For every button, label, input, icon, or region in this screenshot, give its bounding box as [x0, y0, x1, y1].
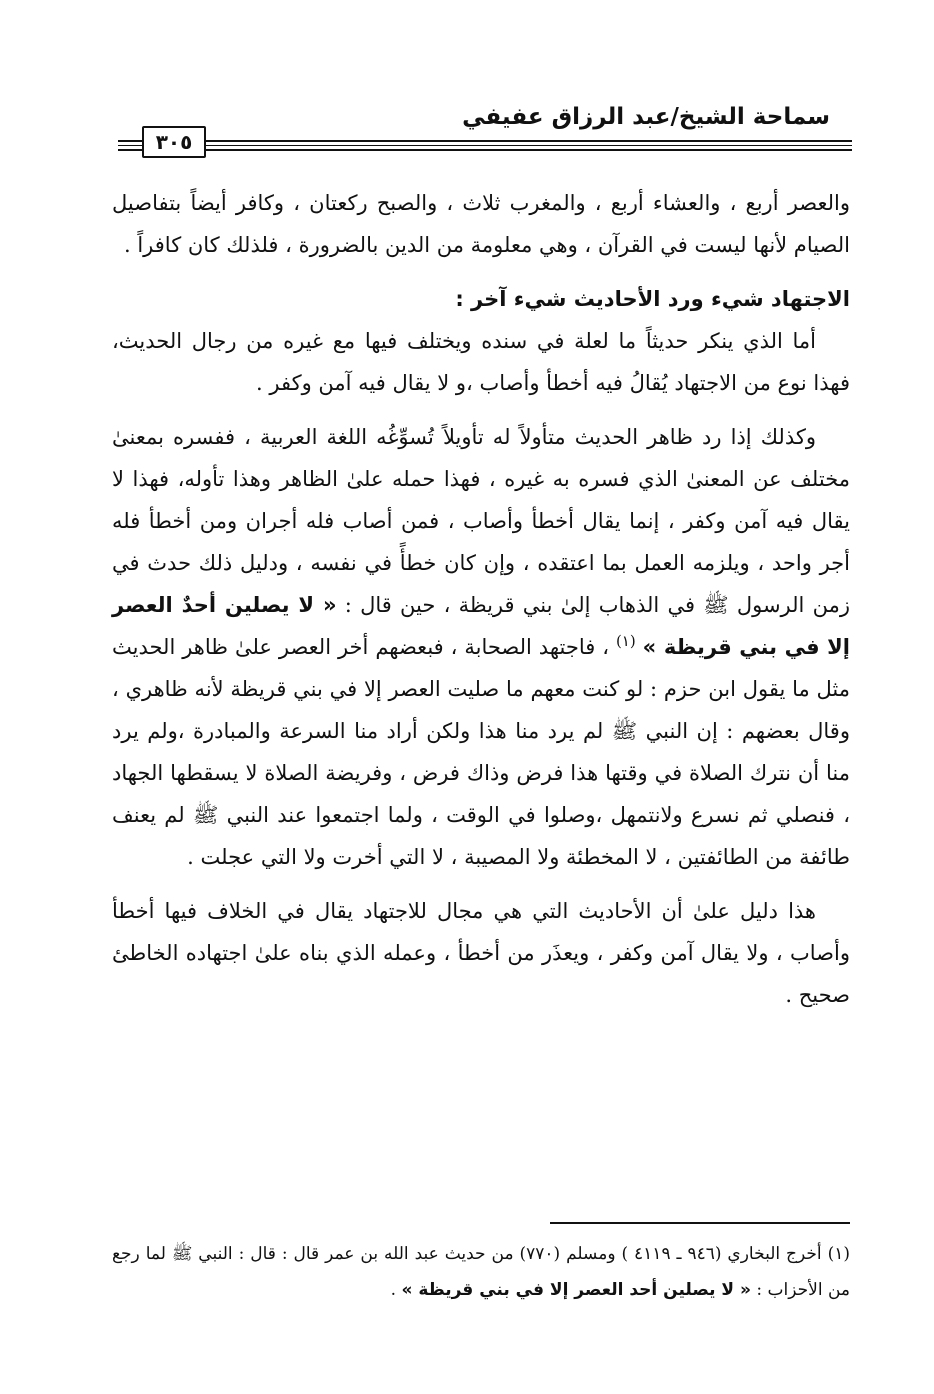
header-rule	[118, 140, 852, 152]
paragraph-2: أما الذي ينكر حديثاً ما لعلة في سنده ويختلف فيها مع غيره من رجال الحديث، فهذا نوع من الاجتهاد يُقالُ فيه أخطأ وأصاب ،و لا يقال فيه آمن وكفر .	[112, 329, 850, 395]
paragraph-1: والعصر أربع ، والعشاء أربع ، والمغرب ثلاث ، والصبح ركعتان ، وكافر أيضاً بتفاصيل الصيام لأنها ليست في القرآن ، وهي معلومة من الدين بالضرورة ، فلذلك كان كافراً .	[112, 191, 850, 257]
paragraph-3-part-a: وكذلك إذا رد ظاهر الحديث متأولاً له تأويلاً تُسوِّغُه اللغة العربية ، ففسره بمعنىٰ مختلف عن المعنىٰ الذي فسره به غيره ، فهذا حمله علىٰ الظاهر وهذا تأوله، فهذا لا يقال فيه آمن وكفر ، إنما يقال أخطأ وأصاب ، فمن أصاب فله أجران ومن أخطأ فله أجر واحد ، ويلزمه العمل بما اعتقده ، وإن كان خطأً في نفسه ، ودليل ذلك حدث في زمن الرسول ﷺ في الذهاب إلىٰ بني قريظة ، حين قال :	[112, 425, 850, 617]
header-rule-line	[118, 145, 852, 146]
paragraph-3	[112, 416, 850, 878]
main-text	[112, 182, 850, 1016]
paragraph-3-part-b: ، فاجتهد الصحابة ، فبعضهم أخر العصر علىٰ ظاهر الحديث مثل ما يقول ابن حزم : لو كنت معهم ما صليت العصر إلا في بني قريظة لأنه ظاهري ، وقال بعضهم : إن النبي ﷺ لم يرد منا هذا ولكن أراد منا السرعة والمبادرة ،ولم يرد منا أن نترك الصلاة في وقتها هذا فرض وذاك فرض ، وفريضة الصلاة لا يسقطها الجهاد ، فنصلي ثم نسرع ولانتمهل ،وصلوا في الوقت ، ولما اجتمعوا عند النبي ﷺ لم يعنف طائفة من الطائفتين ، لا المخطئة ولا المصيبة ، لا التي أخرت ولا التي عجلت .	[112, 635, 850, 869]
page-number: ٣٠٥	[142, 126, 206, 158]
footnotes	[112, 1236, 850, 1308]
footnote-1-end: .	[390, 1280, 402, 1300]
footnote-1-quote: « لا يصلين أحد العصر إلا في بني قريظة »	[401, 1280, 751, 1300]
footnote-1-text: (١) أخرج البخاري (٩٤٦ ـ ٤١١٩ ) ومسلم (٧٧٠) من حديث عبد الله بن عمر قال : قال : النبي ﷺ لما رجع من الأحزاب :	[112, 1244, 850, 1300]
footnote-1	[112, 1236, 850, 1308]
footnote-reference: (١)	[615, 632, 636, 650]
header-rule-line	[118, 149, 852, 151]
hadith-quote: « لا يصلين أحدٌ العصر إلا في بني قريظة »	[112, 593, 850, 659]
paragraph-4: هذا دليل علىٰ أن الأحاديث التي هي مجال للاجتهاد يقال في الخلاف فيها أخطأ وأصاب ، ولا يقال آمن وكفر ، ويعذَر من أخطأ ، وعمله الذي بناه علىٰ اجتهاده الخاطئ صحيح .	[112, 899, 850, 1007]
footnote-separator	[550, 1222, 850, 1224]
running-header-title: سماحة الشيخ/عبد الرزاق عفيفي	[462, 104, 830, 130]
header-rule-line	[118, 140, 852, 142]
section-heading: الاجتهاد شيء ورد الأحاديث شيء آخر :	[455, 287, 850, 311]
